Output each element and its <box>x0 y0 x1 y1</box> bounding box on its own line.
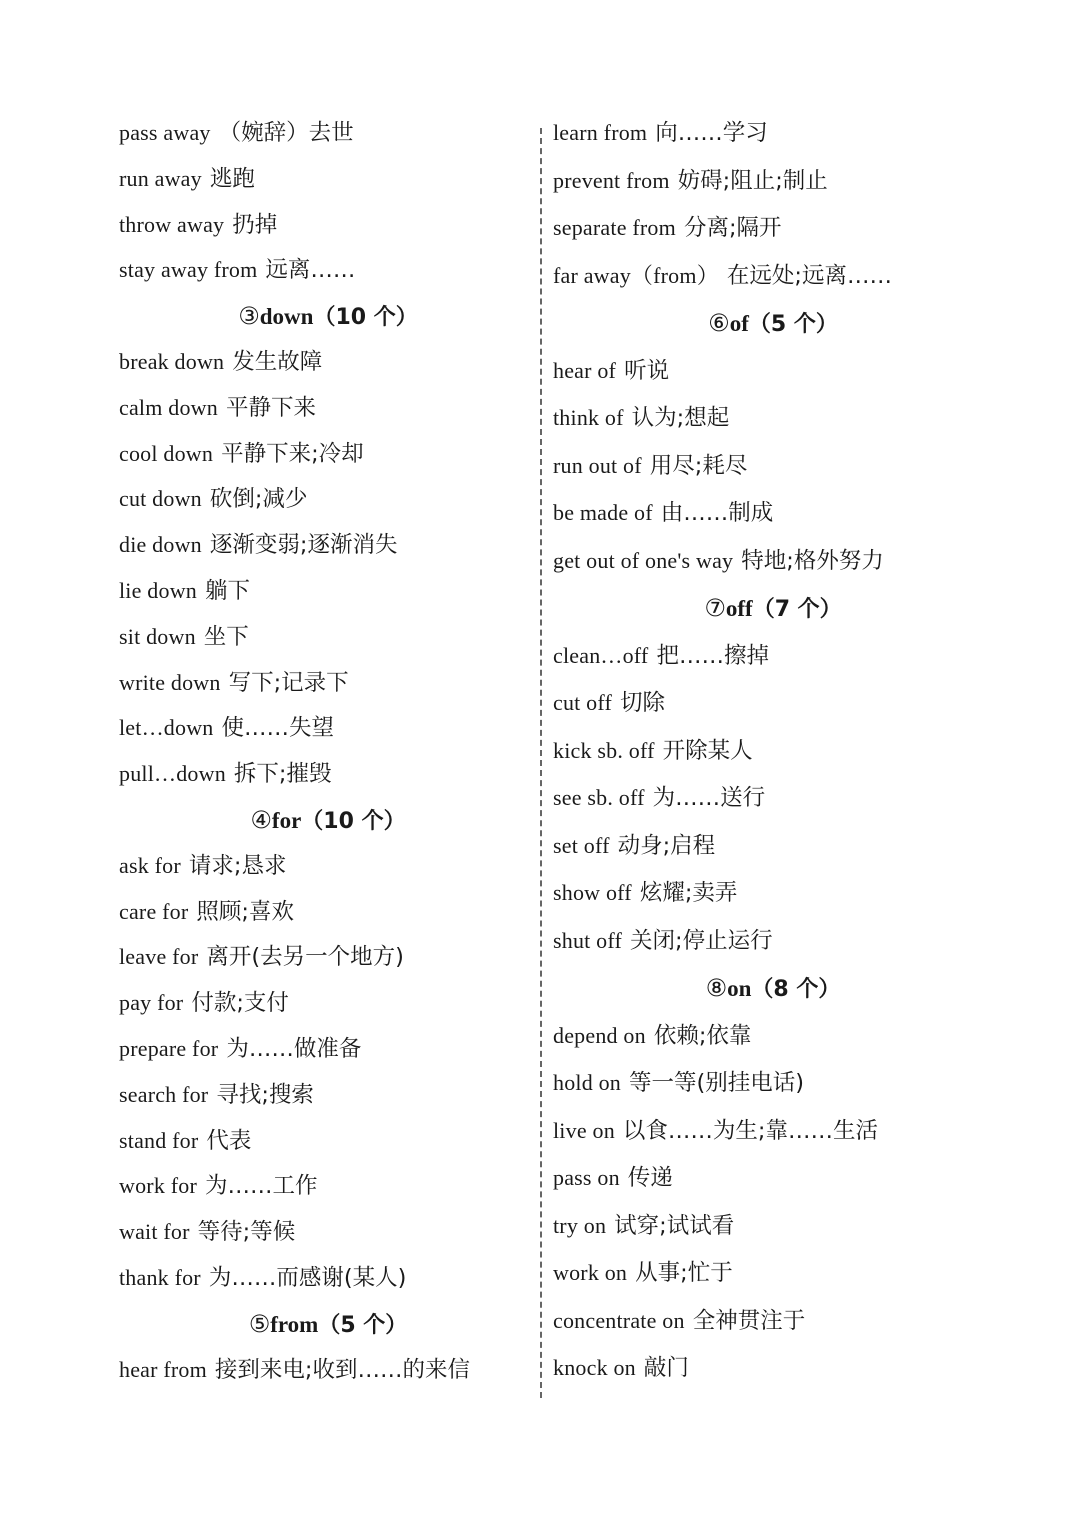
chinese-meaning: 传递 <box>627 1165 673 1191</box>
english-phrase: show off <box>553 880 632 905</box>
phrase-entry <box>119 1173 537 1219</box>
chinese-meaning: 等一等(别挂电话) <box>629 1070 805 1096</box>
english-phrase: write down <box>119 669 221 695</box>
phrase-entry <box>119 761 537 807</box>
phrase-entry <box>553 168 993 216</box>
english-phrase: leave for <box>119 944 199 970</box>
phrase-entry <box>119 1357 537 1403</box>
chinese-meaning: 向……学习 <box>655 120 768 146</box>
phrase-entry <box>553 215 993 263</box>
right-column <box>553 120 993 1403</box>
section-heading <box>119 807 537 853</box>
phrase-entry <box>119 1219 537 1265</box>
section-heading <box>553 595 993 643</box>
chinese-meaning: 为……工作 <box>204 1173 318 1200</box>
phrase-entry <box>553 1023 993 1071</box>
chinese-meaning: 使……失望 <box>221 715 334 742</box>
english-phrase: set off <box>553 832 610 858</box>
chinese-meaning: 切除 <box>620 690 666 716</box>
english-phrase: prevent from <box>553 167 670 193</box>
phrase-entry <box>119 1036 537 1082</box>
section-heading <box>553 310 993 358</box>
phrase-entry <box>553 263 993 311</box>
english-phrase: get out of one's way <box>553 547 734 573</box>
phrase-entry <box>553 405 993 453</box>
chinese-meaning: 为……送行 <box>652 785 766 811</box>
phrase-entry <box>119 395 537 441</box>
chinese-meaning: 敲门 <box>643 1355 689 1381</box>
section-number: ③ <box>238 302 260 331</box>
chinese-meaning: 为……而感谢(某人) <box>208 1264 407 1291</box>
chinese-meaning: 从事;忙于 <box>635 1260 733 1286</box>
english-phrase: work on <box>553 1260 628 1285</box>
english-phrase: be made of <box>553 500 653 525</box>
chinese-meaning: 发生故障 <box>232 348 323 375</box>
section-heading <box>119 303 537 349</box>
chinese-meaning: 躺下 <box>204 577 250 604</box>
chinese-meaning: 听说 <box>624 357 670 384</box>
phrase-entry <box>119 624 537 670</box>
phrase-entry <box>119 670 537 716</box>
english-phrase: stand for <box>119 1127 199 1153</box>
phrase-entry <box>553 880 993 928</box>
english-phrase: calm down <box>119 394 218 420</box>
phrase-entry <box>119 349 537 395</box>
phrase-entry <box>119 486 537 532</box>
english-phrase: hold on <box>553 1070 622 1095</box>
chinese-meaning: 妨碍;阻止;制止 <box>677 167 828 194</box>
phrase-entry <box>553 1165 993 1213</box>
phrase-entry <box>119 257 537 303</box>
english-phrase: kick sb. off <box>553 737 655 763</box>
chinese-meaning: 试穿;试试看 <box>614 1212 735 1239</box>
english-phrase: search for <box>119 1081 209 1107</box>
chinese-meaning: 代表 <box>206 1127 252 1154</box>
phrase-entry <box>553 1118 993 1166</box>
phrase-entry <box>119 715 537 761</box>
english-phrase: run away <box>119 165 202 191</box>
english-phrase: think of <box>553 405 624 430</box>
chinese-meaning: 坐下 <box>203 623 249 650</box>
english-phrase: stay away from <box>119 257 258 283</box>
chinese-meaning: 远离…… <box>265 257 356 284</box>
section-word: from <box>270 1311 319 1337</box>
chinese-meaning: 特地;格外努力 <box>741 547 884 574</box>
chinese-meaning: 平静下来;冷却 <box>221 440 364 467</box>
chinese-meaning: 全神贯注于 <box>692 1307 806 1334</box>
chinese-meaning: 离开(去另一个地方) <box>206 944 404 971</box>
chinese-meaning: 等待;等候 <box>197 1219 296 1246</box>
section-heading <box>119 1311 537 1357</box>
english-phrase: hear from <box>119 1356 207 1382</box>
english-phrase: knock on <box>553 1355 636 1380</box>
chinese-meaning: 付款;支付 <box>191 990 289 1017</box>
phrase-entry <box>119 166 537 212</box>
section-number: ④ <box>250 805 272 834</box>
section-heading <box>553 975 993 1023</box>
english-phrase: hear of <box>553 357 617 383</box>
phrase-entry <box>119 120 537 166</box>
phrase-entry <box>553 833 993 881</box>
english-phrase: let…down <box>119 715 214 741</box>
english-phrase: concentrate on <box>553 1307 685 1333</box>
chinese-meaning: 依赖;依靠 <box>653 1022 752 1049</box>
section-number: ⑥ <box>708 309 730 337</box>
english-phrase: depend on <box>553 1022 646 1048</box>
phrase-entry <box>553 738 993 786</box>
phrase-entry <box>553 1355 993 1403</box>
section-word: of <box>729 311 749 336</box>
phrase-entry <box>553 120 993 168</box>
english-phrase: work for <box>119 1173 197 1199</box>
english-phrase: separate from <box>553 215 676 240</box>
chinese-meaning: 开除某人 <box>662 737 753 764</box>
section-count: （5 个） <box>318 1312 408 1338</box>
chinese-meaning: （婉辞）去世 <box>218 120 354 146</box>
chinese-meaning: 照顾;喜欢 <box>196 898 294 925</box>
english-phrase: see sb. off <box>553 785 645 810</box>
chinese-meaning: 请求;恳求 <box>188 852 287 879</box>
chinese-meaning: 砍倒;减少 <box>209 486 308 513</box>
chinese-meaning: 平静下来 <box>225 394 316 421</box>
english-phrase: shut off <box>553 927 623 953</box>
phrase-entry <box>119 944 537 990</box>
column-divider <box>540 128 542 1398</box>
section-word: for <box>271 807 302 833</box>
english-phrase: learn from <box>553 120 648 145</box>
phrase-entry <box>119 1265 537 1311</box>
section-word: on <box>727 976 752 1001</box>
english-phrase: break down <box>119 348 225 374</box>
english-phrase: pay for <box>119 990 184 1016</box>
phrase-entry <box>553 785 993 833</box>
phrase-entry <box>119 1082 537 1128</box>
english-phrase: pass on <box>553 1165 620 1190</box>
chinese-meaning: 炫耀;卖弄 <box>639 880 738 906</box>
left-column <box>119 120 537 1402</box>
english-phrase: live on <box>553 1117 615 1143</box>
english-phrase: pull…down <box>119 761 226 787</box>
phrase-entry <box>553 643 993 691</box>
phrase-entry <box>119 532 537 578</box>
chinese-meaning: 以食……为生;靠……生活 <box>622 1117 878 1144</box>
phrase-entry <box>553 1308 993 1356</box>
english-phrase: thank for <box>119 1264 201 1290</box>
chinese-meaning: 关闭;停止运行 <box>630 927 773 954</box>
chinese-meaning: 逐渐变弱;逐渐消失 <box>209 532 398 559</box>
phrase-entry <box>119 853 537 899</box>
section-word: off <box>725 596 753 621</box>
section-number: ⑧ <box>705 974 728 1002</box>
phrase-entry <box>553 928 993 976</box>
section-word: down <box>259 304 314 330</box>
section-count: （7 个） <box>752 597 842 622</box>
chinese-meaning: 把……擦掉 <box>656 642 769 669</box>
english-phrase: far away（from） <box>553 262 719 288</box>
chinese-meaning: 寻找;搜索 <box>216 1081 314 1108</box>
english-phrase: throw away <box>119 211 225 237</box>
phrase-entry <box>553 500 993 548</box>
english-phrase: ask for <box>119 852 181 878</box>
english-phrase: care for <box>119 898 189 924</box>
chinese-meaning: 认为;想起 <box>631 405 730 431</box>
english-phrase: sit down <box>119 623 196 649</box>
phrase-entry <box>553 1260 993 1308</box>
phrase-entry <box>553 358 993 406</box>
chinese-meaning: 逃跑 <box>209 165 255 192</box>
phrase-entry <box>553 548 993 596</box>
chinese-meaning: 为……做准备 <box>226 1035 362 1062</box>
phrase-entry <box>119 1128 537 1174</box>
chinese-meaning: 由……制成 <box>660 500 774 526</box>
english-phrase: run out of <box>553 452 642 478</box>
english-phrase: wait for <box>119 1219 190 1245</box>
english-phrase: die down <box>119 532 202 558</box>
phrase-entry <box>553 690 993 738</box>
chinese-meaning: 分离;隔开 <box>683 215 782 241</box>
chinese-meaning: 扔掉 <box>232 211 278 238</box>
chinese-meaning: 接到来电;收到……的来信 <box>214 1356 471 1383</box>
phrase-entry <box>119 212 537 258</box>
english-phrase: clean…off <box>553 642 649 668</box>
phrase-entry <box>553 1070 993 1118</box>
section-count: （10 个） <box>301 808 406 834</box>
section-count: （5 个） <box>748 312 838 337</box>
section-count: （8 个） <box>751 977 841 1002</box>
english-phrase: pass away <box>119 120 211 145</box>
phrase-entry <box>119 441 537 487</box>
phrase-entry <box>119 899 537 945</box>
chinese-meaning: 动身;启程 <box>617 832 716 859</box>
section-number: ⑦ <box>704 594 726 622</box>
chinese-meaning: 在远处;远离…… <box>726 262 892 289</box>
english-phrase: lie down <box>119 577 197 603</box>
phrase-entry <box>553 453 993 501</box>
english-phrase: try on <box>553 1212 607 1238</box>
phrase-entry <box>119 578 537 624</box>
phrase-entry <box>553 1213 993 1261</box>
english-phrase: cut off <box>553 690 613 715</box>
english-phrase: prepare for <box>119 1035 219 1061</box>
section-number: ⑤ <box>248 1309 271 1338</box>
chinese-meaning: 拆下;摧毁 <box>233 761 332 788</box>
english-phrase: cool down <box>119 440 214 466</box>
chinese-meaning: 用尽;耗尽 <box>649 452 748 479</box>
english-phrase: cut down <box>119 486 202 512</box>
section-count: （10 个） <box>313 305 418 331</box>
phrase-entry <box>119 990 537 1036</box>
chinese-meaning: 写下;记录下 <box>228 669 349 696</box>
